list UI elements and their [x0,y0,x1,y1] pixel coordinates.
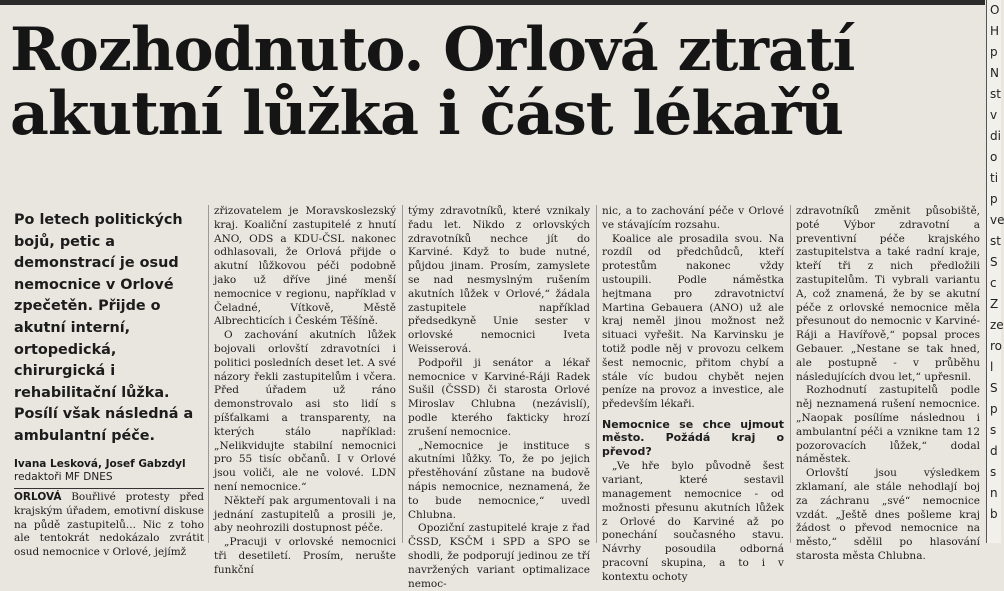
margin-fragment: s [990,465,997,479]
margin-fragment: p [990,45,998,59]
column-3 [408,205,590,591]
margin-fragment: l [990,360,994,374]
col5-p2: Rozhodnutí zastupitelů podle něj neznamená rušení nemocnice. „Naopak posílíme následnou i ambulantní péči a vznikne tam 12 pozorovacích lůžek,“ dodal náměstek. [796,384,980,466]
margin-fragment: S [990,381,998,395]
col5-p3: Orlovští jsou výsledkem zklamaní, ale stále nehodlají boj za záchranu „své“ nemocnice vzdát. „Ještě dnes pošleme kraj žádost o převod nemocnice na město,“ sdělil po hlasování starosta města Chlubna. [796,467,980,562]
margin-fragment: ti [990,171,999,185]
column-rule [596,205,597,543]
top-rule [0,0,985,5]
column-5 [796,205,980,564]
margin-fragment: s [990,423,997,437]
col3-p3: „Nemocnice je instituce s akutními lůžky. To, že po jejich přestěhování zůstane na budově nápis nemocnice, neznamená, že to bude nemocnice,“ uvedl Chlubna. [408,439,590,521]
margin-fragment: ve [990,213,1004,227]
byline-divider [14,488,204,489]
margin-fragment: p [990,192,998,206]
col2-p3: Někteří pak argumentovali i na jednání zastupitelů a prosili je, aby neohrozili dostupnost péče. [214,494,396,535]
author-names: Ivana Lesková, Josef Gabzdyl [14,458,186,470]
col4-p1: nic, a to zachování péče v Orlové ve stávajícím rozsahu. [602,205,784,231]
intro-text: Bouřlivé protesty před krajským úřadem, emotivní diskuse na půdě zastupitelů... Nic z toho ale tentokrát nedokázalo zvrátit osud nemocnice v Orlové, jejímž [14,491,204,559]
margin-fragment: S [990,255,998,269]
column-4 [602,205,784,585]
col4-p3: „Ve hře bylo původně šest variant, které sestavil management nemocnice - od možnosti přesunu akutních lůžek z Orlové do Karviné až po ponechání současného stavu. Návrhy posoudila odborná pracovní skupina, a to i v kontextu ochoty [602,460,784,583]
col3-p2: Podpořil ji senátor a lékař nemocnice v Karviné-Ráji Radek Sušil (ČSSD) či starosta Orlové Miroslav Chlubna (nezávislí), podle kterého fakticky hrozí zrušení nemocnice. [408,356,590,438]
intro-paragraph [14,491,204,560]
margin-fragment: p [990,402,998,416]
col4-subhead: Nemocnice se chce ujmout město. Požádá kraj o převod? [602,417,784,458]
margin-fragment: st [990,87,1001,101]
margin-fragment: st [990,234,1001,248]
lead-paragraph: Po letech politických bojů, petic a demonstrací je osud nemocnice v Orlové zpečetěn. Přijde o akutní interní, ortopedická, chirurgická i rehabilitační lůžka. Posílí však následná a ambulantní péče. [14,212,194,444]
col3-p1: týmy zdravotníků, které vznikaly řadu let. Nikdo z orlovských zdravotníků nechce jít do Karviné. Když to bude nutné, půjdou jinam. Prosím, zamyslete se nad nesmyslným rušením akutních lůžek v Orlové,“ žádala zastupitele například předsedkyně Unie sester v orlovské nemocnici Iveta Weisserová. [408,205,590,355]
column-rule [402,205,403,543]
col4-p2: Koalice ale prosadila svou. Na rozdíl od předchůdců, kteří protestům nakonec vždy ustoupili. Podle náměstka hejtmana pro zdravotnictví Martina Gebauera (ANO) už ale kraj neměl jinou možnost než situaci vyřešit. Na Karvinsku je totiž podle něj v provozu celkem šest nemocnic, přitom chybí a stále víc budou chybět nejen peníze na provoz a investice, ale především lékaři. [602,232,784,411]
byline [14,458,204,484]
margin-fragment: n [990,486,998,500]
headline-line-1: Rozhodnuto. Orlová ztratí [10,15,855,85]
col2-p4: „Pracuji v orlovské nemocnici tři desetiletí. Prosím, nerušte funkční [214,536,396,576]
margin-fragment: N [990,66,999,80]
margin-fragment: v [990,108,998,122]
margin-fragment: ze [990,318,1004,332]
column-2 [214,205,396,578]
col2-p1: zřizovatelem je Moravskoslezský kraj. Koaliční zastupitelé z hnutí ANO, ODS a KDU-ČSL nakonec odhlasovali, že Orlová přijde o akutní lůžkovou péči podobně jako už dříve jiné menší nemocnice v regionu, například v Čeladné, Vítkově, Městě Albrechticích i Českém Těšíně. [214,205,396,328]
margin-fragment: o [990,150,998,164]
column-rule [208,205,209,543]
margin-fragment: c [990,276,997,290]
col2-p2: O zachování akutních lůžek bojovali orlovští zdravotníci i politici posledních deset let. A své názory řekli zastupitelům i včera. Před úřadem už ráno demonstrovalo asi sto lidí s píšťalkami a transparenty, na kterých stálo například: „Nelikvidujte stabilní nemocnici pro 55 tisíc občanů. I v Orlové jsou voliči, ale ne volové. LDN není nemocnice.“ [214,329,396,493]
headline [10,15,985,149]
margin-fragment: d [990,444,998,458]
margin-fragment: b [990,507,998,521]
headline-line-2: akutní lůžka i část lékařů [10,79,844,149]
col3-p4: Opoziční zastupitelé kraje z řad ČSSD, KSČM i SPD a SPO se shodli, že podporují jedinou ze tří navržených variant optimalizace nemoc- [408,522,590,590]
author-role: redaktoři MF DNES [14,471,113,483]
margin-fragment: Z [990,297,999,311]
margin-letters [987,0,1004,525]
margin-fragment: ro [990,339,1003,353]
margin-fragment: di [990,129,1001,143]
col5-p1: zdravotníků změnit působiště, poté Výbor zdravotní a preventivní péče krajského zastupitelstva a také radní kraje, kteří tři z nich předložili zastupitelům. Ti vybrali variantu A, což znamená, že by se akutní péče z orlovské nemocnice měla přesunout do nemocnic v Karviné-Ráji a Havířově,“ popsal proces Gebauer. „Nestane se tak hned, ale postupně - v průběhu následujících dvou let,“ upřesnil. [796,205,980,383]
margin-fragment: O [990,3,1000,17]
adjacent-article-edge [986,0,1004,543]
intro-kicker: ORLOVÁ [14,491,62,503]
margin-fragment: H [990,24,1000,38]
column-rule [790,205,791,543]
